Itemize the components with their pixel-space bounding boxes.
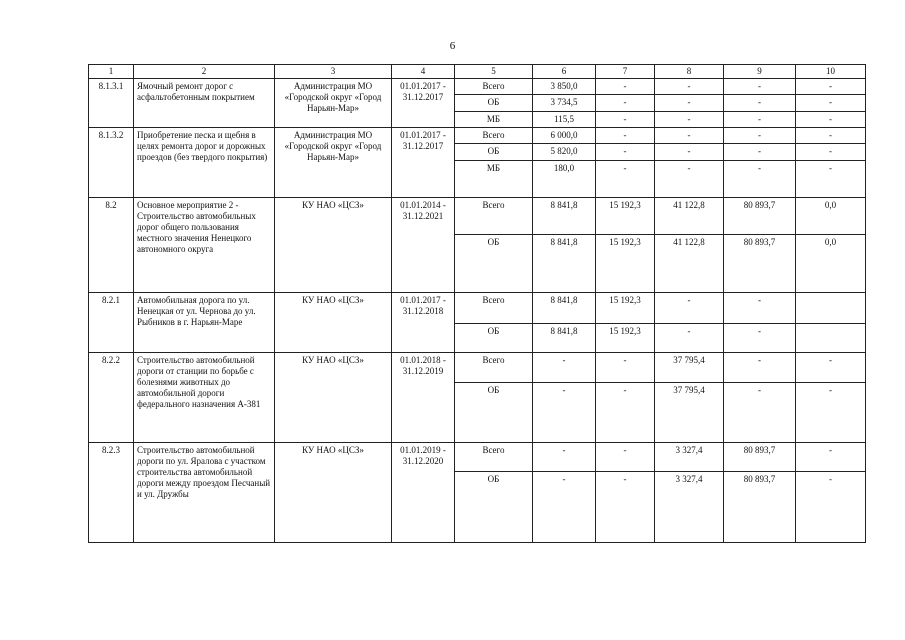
amount-cell: 15 192,3 <box>596 324 655 353</box>
funding-source: Всего <box>455 293 533 324</box>
table-row <box>89 79 866 95</box>
funding-source: Всего <box>455 198 533 235</box>
amount-cell: - <box>655 324 724 353</box>
amount-cell: - <box>596 472 655 543</box>
column-header: 5 <box>455 65 533 79</box>
funding-source: МБ <box>455 161 533 198</box>
amount-cell: 37 795,4 <box>655 353 724 383</box>
amount-cell: - <box>724 144 796 161</box>
executor-name: КУ НАО «ЦСЗ» <box>275 198 392 293</box>
amount-cell: - <box>796 95 866 112</box>
header-row <box>89 65 866 79</box>
amount-cell: 41 122,8 <box>655 198 724 235</box>
amount-cell: - <box>596 383 655 443</box>
amount-cell: - <box>533 472 596 543</box>
amount-cell: - <box>596 95 655 112</box>
amount-cell: 15 192,3 <box>596 198 655 235</box>
funding-source: ОБ <box>455 235 533 293</box>
executor-name: Администрация МО «Городской округ «Город Нарьян-Мар» <box>275 79 392 128</box>
executor-name: КУ НАО «ЦСЗ» <box>275 443 392 543</box>
amount-cell: - <box>796 353 866 383</box>
amount-cell: - <box>724 161 796 198</box>
amount-cell: - <box>596 128 655 144</box>
amount-cell: 15 192,3 <box>596 293 655 324</box>
amount-cell: - <box>796 383 866 443</box>
amount-cell: - <box>796 443 866 472</box>
amount-cell: 8 841,8 <box>533 198 596 235</box>
row-number: 8.2.2 <box>89 353 134 443</box>
table-body <box>89 79 866 543</box>
column-header: 6 <box>533 65 596 79</box>
amount-cell: - <box>596 443 655 472</box>
column-header: 1 <box>89 65 134 79</box>
row-number: 8.2.3 <box>89 443 134 543</box>
amount-cell: 3 327,4 <box>655 472 724 543</box>
amount-cell: - <box>724 128 796 144</box>
amount-cell: - <box>655 293 724 324</box>
activity-name: Автомобильная дорога по ул. Ненецкая от ул. Чернова до ул. Рыбников в г. Нарьян-Маре <box>134 293 275 353</box>
column-header: 7 <box>596 65 655 79</box>
amount-cell: - <box>596 112 655 128</box>
executor-name: Администрация МО «Городской округ «Город Нарьян-Мар» <box>275 128 392 198</box>
amount-cell <box>796 293 866 324</box>
amount-cell: 3 327,4 <box>655 443 724 472</box>
row-number: 8.1.3.1 <box>89 79 134 128</box>
activity-name: Строительство автомобильной дороги по ул. Яралова с участком строительства автомобильной дороги между проездом Песчаный и ул. Дружбы <box>134 443 275 543</box>
amount-cell: 80 893,7 <box>724 443 796 472</box>
amount-cell: 15 192,3 <box>596 235 655 293</box>
column-header: 8 <box>655 65 724 79</box>
amount-cell: 8 841,8 <box>533 293 596 324</box>
amount-cell: - <box>724 112 796 128</box>
funding-source: ОБ <box>455 324 533 353</box>
column-header: 10 <box>796 65 866 79</box>
amount-cell: - <box>724 293 796 324</box>
period-text: 01.01.2018 - 31.12.2019 <box>392 353 455 443</box>
amount-cell: - <box>596 353 655 383</box>
amount-cell: 3 734,5 <box>533 95 596 112</box>
funding-source: Всего <box>455 353 533 383</box>
amount-cell: - <box>533 443 596 472</box>
funding-source: ОБ <box>455 383 533 443</box>
funding-source: ОБ <box>455 95 533 112</box>
table-row <box>89 128 866 144</box>
table-row <box>89 353 866 383</box>
amount-cell: - <box>724 383 796 443</box>
funding-source: Всего <box>455 443 533 472</box>
period-text: 01.01.2017 - 31.12.2017 <box>392 79 455 128</box>
row-number: 8.2.1 <box>89 293 134 353</box>
amount-cell: 8 841,8 <box>533 324 596 353</box>
column-header: 2 <box>134 65 275 79</box>
amount-cell: - <box>533 383 596 443</box>
period-text: 01.01.2017 - 31.12.2018 <box>392 293 455 353</box>
amount-cell: 0,0 <box>796 235 866 293</box>
amount-cell: - <box>724 95 796 112</box>
activity-name: Ямочный ремонт дорог с асфальтобетонным покрытием <box>134 79 275 128</box>
funding-source: Всего <box>455 128 533 144</box>
amount-cell: 80 893,7 <box>724 472 796 543</box>
table-row <box>89 293 866 324</box>
amount-cell <box>796 324 866 353</box>
funding-source: ОБ <box>455 472 533 543</box>
row-number: 8.1.3.2 <box>89 128 134 198</box>
amount-cell: 41 122,8 <box>655 235 724 293</box>
amount-cell: 115,5 <box>533 112 596 128</box>
amount-cell: - <box>655 161 724 198</box>
amount-cell: - <box>655 128 724 144</box>
column-header: 9 <box>724 65 796 79</box>
executor-name: КУ НАО «ЦСЗ» <box>275 293 392 353</box>
amount-cell: - <box>724 324 796 353</box>
amount-cell: 5 820,0 <box>533 144 596 161</box>
amount-cell: - <box>655 144 724 161</box>
column-header: 3 <box>275 65 392 79</box>
period-text: 01.01.2017 - 31.12.2017 <box>392 128 455 198</box>
amount-cell: - <box>724 353 796 383</box>
amount-cell: - <box>796 472 866 543</box>
activity-name: Строительство автомобильной дороги от станции по борьбе с болезнями животных до автомобильной дороги федерального назначения А-381 <box>134 353 275 443</box>
amount-cell: 180,0 <box>533 161 596 198</box>
page-number: 6 <box>449 40 456 52</box>
amount-cell: 3 850,0 <box>533 79 596 95</box>
amount-cell: 8 841,8 <box>533 235 596 293</box>
table-row <box>89 443 866 472</box>
activity-name: Приобретение песка и щебня в целях ремонта дорог и дорожных проездов (без твердого покрытия) <box>134 128 275 198</box>
amount-cell: - <box>655 112 724 128</box>
amount-cell: - <box>533 353 596 383</box>
amount-cell: - <box>796 161 866 198</box>
column-header: 4 <box>392 65 455 79</box>
period-text: 01.01.2014 - 31.12.2021 <box>392 198 455 293</box>
amount-cell: - <box>796 144 866 161</box>
amount-cell: - <box>796 128 866 144</box>
activity-name: Основное мероприятие 2 - Строительство автомобильных дорог общего пользования местного значения Ненецкого автономного округа <box>134 198 275 293</box>
program-table <box>88 64 866 543</box>
row-number: 8.2 <box>89 198 134 293</box>
amount-cell: 6 000,0 <box>533 128 596 144</box>
amount-cell: - <box>796 112 866 128</box>
amount-cell: - <box>724 79 796 95</box>
amount-cell: - <box>655 95 724 112</box>
amount-cell: 0,0 <box>796 198 866 235</box>
amount-cell: 37 795,4 <box>655 383 724 443</box>
amount-cell: 80 893,7 <box>724 235 796 293</box>
executor-name: КУ НАО «ЦСЗ» <box>275 353 392 443</box>
amount-cell: - <box>596 79 655 95</box>
amount-cell: 80 893,7 <box>724 198 796 235</box>
amount-cell: - <box>596 144 655 161</box>
table-row <box>89 198 866 235</box>
amount-cell: - <box>655 79 724 95</box>
amount-cell: - <box>596 161 655 198</box>
amount-cell: - <box>796 79 866 95</box>
period-text: 01.01.2019 - 31.12.2020 <box>392 443 455 543</box>
funding-source: Всего <box>455 79 533 95</box>
funding-source: ОБ <box>455 144 533 161</box>
funding-source: МБ <box>455 112 533 128</box>
